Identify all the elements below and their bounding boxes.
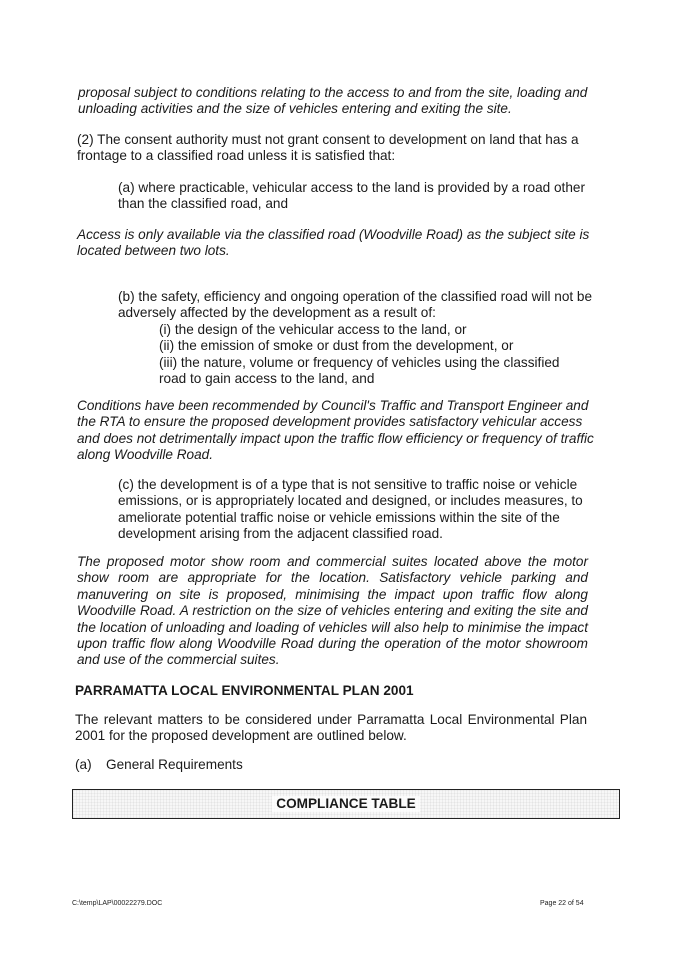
paragraph-clause-2: (2) The consent authority must not grant consent to development on land that has a frontage to a classified road unless it is satisfied that: bbox=[77, 132, 579, 164]
section-heading: PARRAMATTA LOCAL ENVIRONMENTAL PLAN 2001 bbox=[75, 683, 414, 698]
compliance-table-title: COMPLIANCE TABLE bbox=[272, 796, 419, 812]
footer-page-number: Page 22 of 54 bbox=[540, 900, 584, 907]
section-intro: The relevant matters to be considered under Parramatta Local Environmental Plan 2001 for the proposed development are outlined below. bbox=[75, 712, 587, 744]
clause-2b-i: (i) the design of the vehicular access to the land, or bbox=[159, 321, 467, 337]
paragraph-traffic-conditions: Conditions have been recommended by Council's Traffic and Transport Engineer and the RTA to ensure the proposed development provides satisfactory vehicular access and does not detrimentally impact upon the traffic flow efficiency or frequency of traffic along Woodville Road. bbox=[77, 398, 594, 463]
footer-file-path: C:\temp\LAP\00022279.DOC bbox=[72, 900, 163, 907]
paragraph-access-conditions: proposal subject to conditions relating to the access to and from the site, loading and unloading activities and the size of vehicles entering and exiting the site. bbox=[78, 85, 588, 117]
paragraph-clause-2c: (c) the development is of a type that is not sensitive to traffic noise or vehicle emissions, or is appropriately located and designed, or includes measures, to ameliorate potential traffic noise or vehicle emissions within the site of the development arising from the adjacent classified road. bbox=[118, 477, 583, 542]
list-item-label: General Requirements bbox=[106, 757, 243, 772]
paragraph-access-response: Access is only available via the classified road (Woodville Road) as the subject site is located between two lots. bbox=[77, 227, 590, 259]
paragraph-motor-showroom: The proposed motor show room and commercial suites located above the motor show room are appropriate for the location. Satisfactory vehicle parking and manuvering on site is proposed, minimising the impact upon traffic flow along Woodville Road. A restriction on the size of vehicles entering and exiting the site and the location of unloading and loading of vehicles will also help to minimise the impact upon traffic flow along Woodville Road during the operation of the motor showroom and use of the commercial suites. bbox=[77, 554, 588, 668]
list-item-marker: (a) bbox=[75, 757, 92, 772]
paragraph-clause-2a: (a) where practicable, vehicular access to the land is provided by a road other than the classified road, and bbox=[118, 180, 585, 212]
compliance-table-header bbox=[72, 789, 620, 819]
clause-2b-text: (b) the safety, efficiency and ongoing operation of the classified road will not be adversely affected by the development as a result of: bbox=[118, 289, 593, 321]
clause-2b-ii: (ii) the emission of smoke or dust from the development, or bbox=[159, 338, 514, 354]
list-item-general-requirements bbox=[75, 757, 375, 773]
clause-2b-iii: (iii) the nature, volume or frequency of vehicles using the classified road to gain access to the land, and bbox=[159, 354, 560, 387]
clause-2b bbox=[118, 289, 598, 387]
